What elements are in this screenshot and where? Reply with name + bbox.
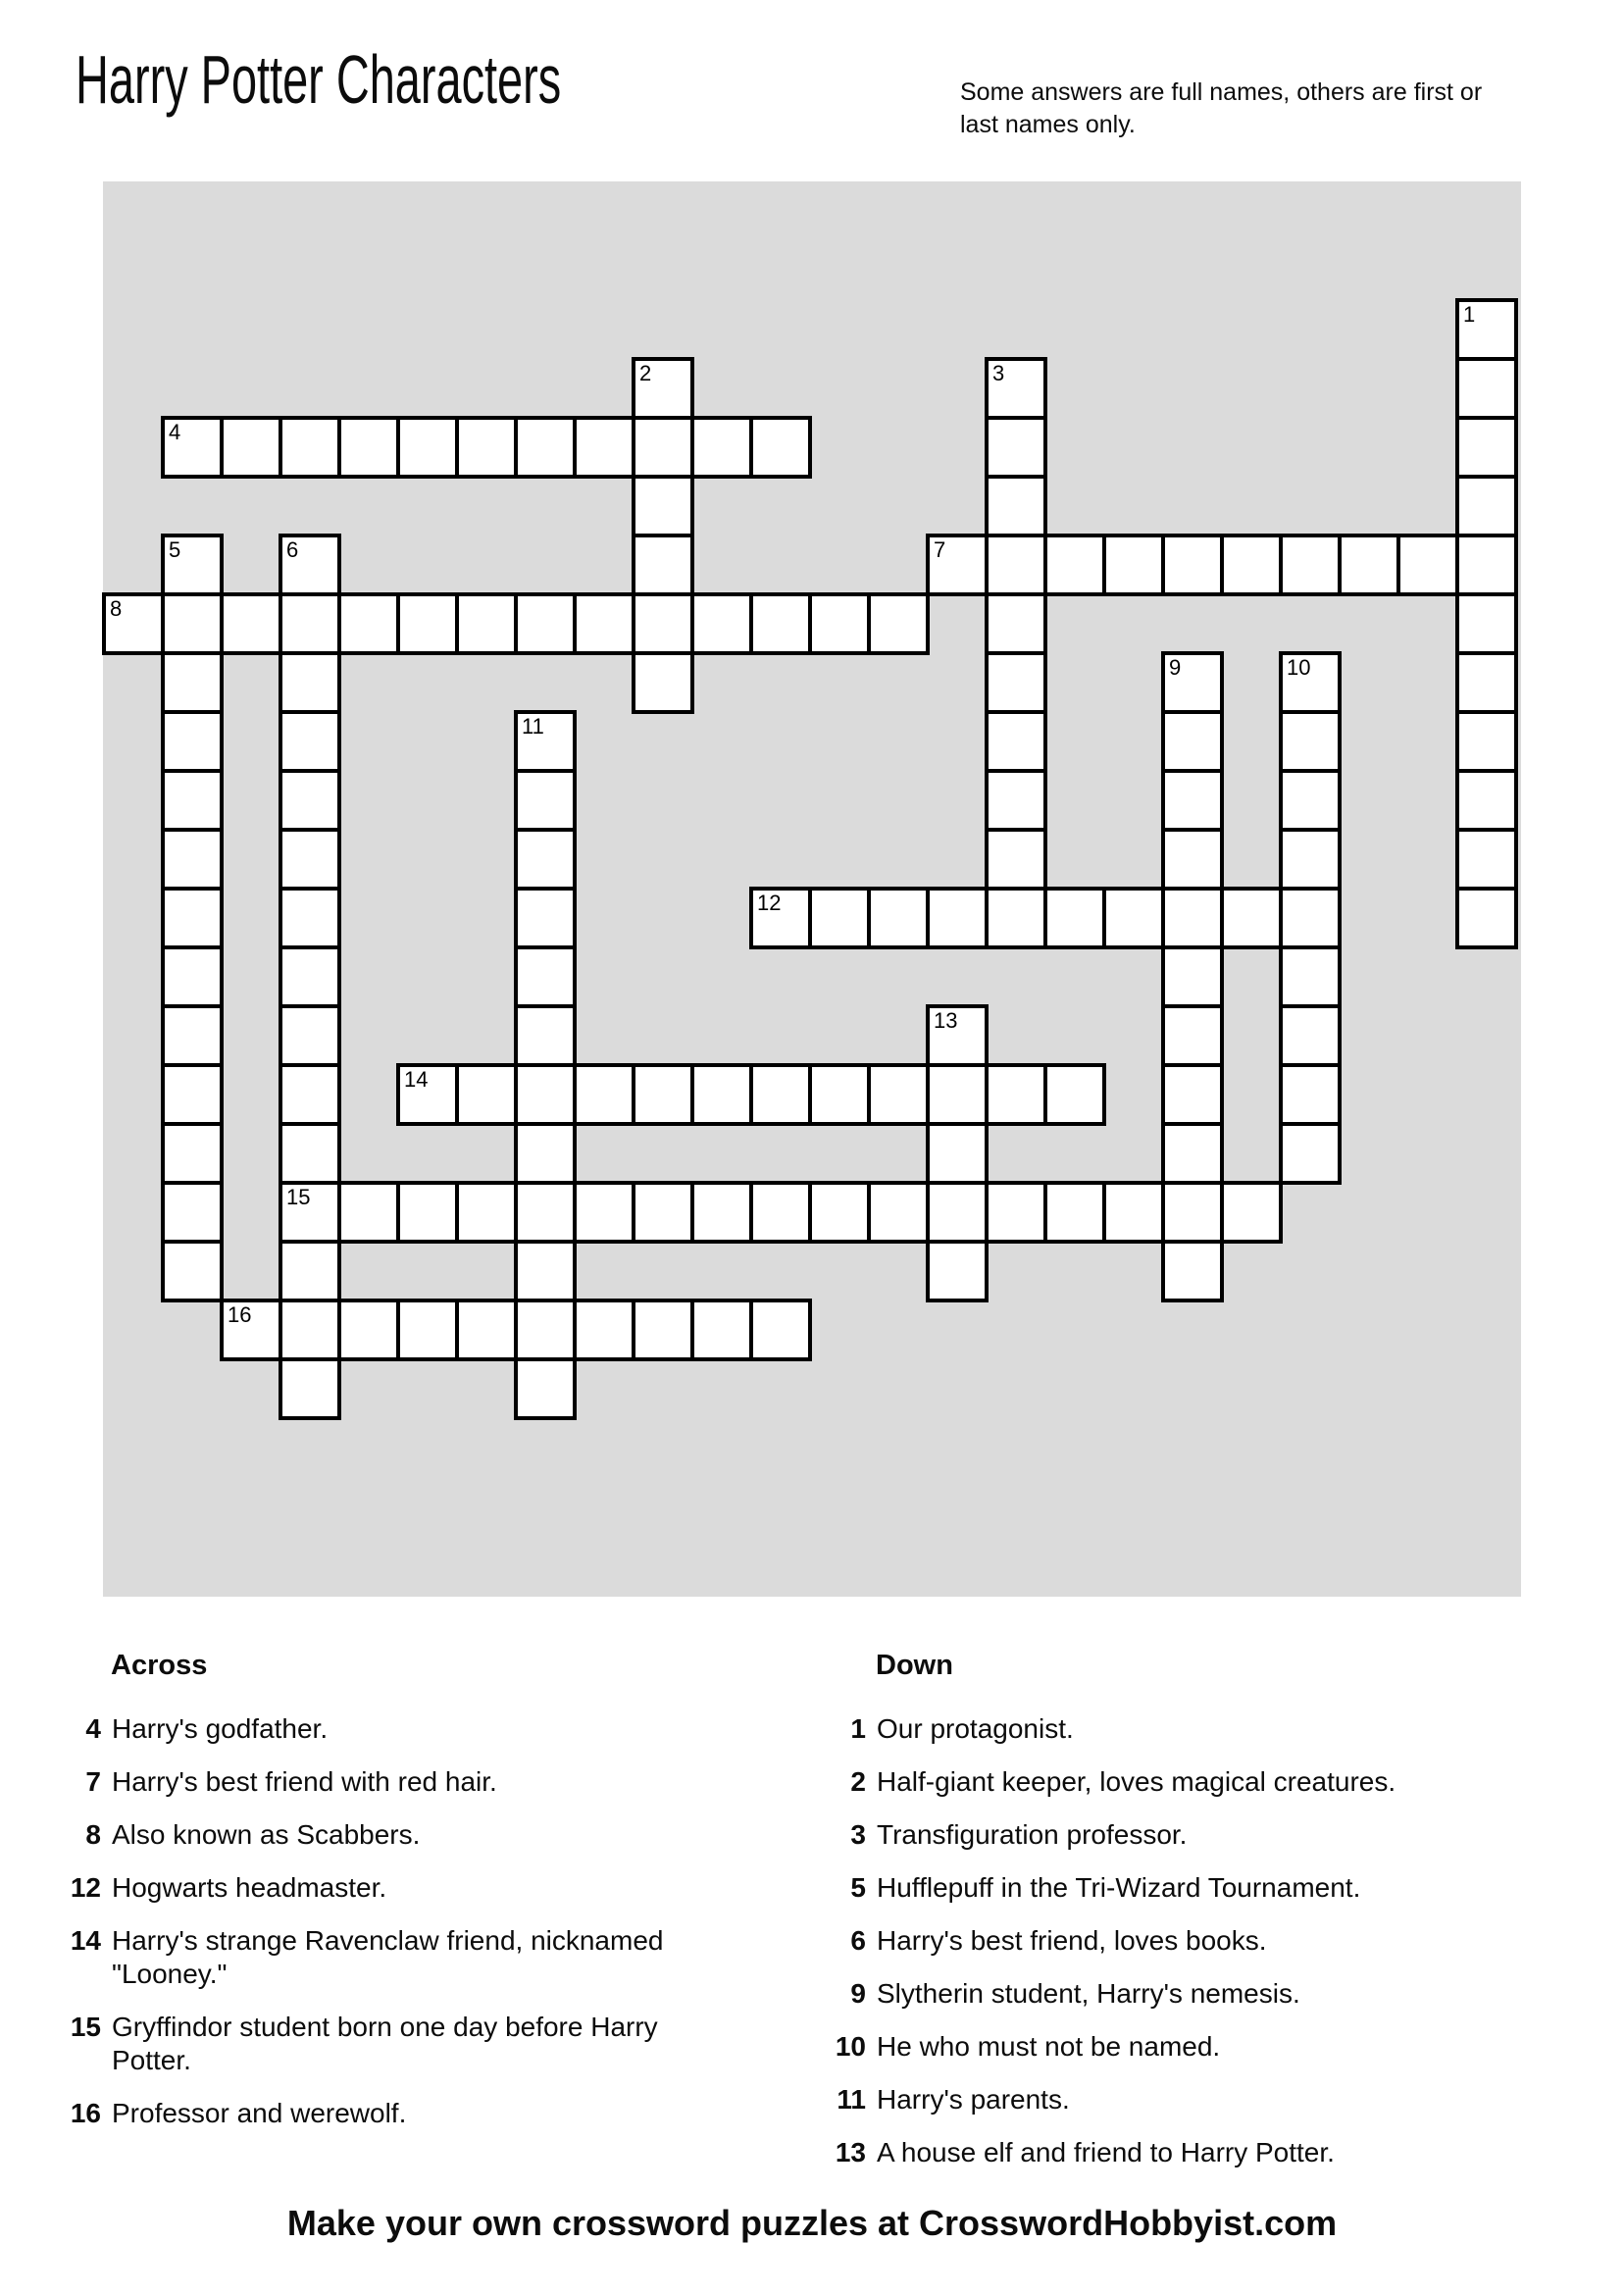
- grid-cell[interactable]: [1279, 1063, 1342, 1126]
- grid-cell[interactable]: [514, 1004, 577, 1067]
- grid-cell[interactable]: [1161, 1004, 1224, 1067]
- grid-cell[interactable]: [926, 1122, 989, 1185]
- grid-cell[interactable]: [161, 1004, 224, 1067]
- clue-text: Our protagonist.: [877, 1713, 1074, 1744]
- grid-cell[interactable]: [1279, 1004, 1342, 1067]
- grid-cell[interactable]: [985, 592, 1047, 655]
- clue-text: He who must not be named.: [877, 2031, 1221, 2062]
- cell-number: 6: [286, 537, 299, 562]
- grid-cell[interactable]: [749, 1299, 812, 1361]
- across-clue-list: [59, 1712, 736, 2130]
- grid-cell[interactable]: [1043, 1063, 1106, 1126]
- grid-cell[interactable]: [161, 651, 224, 714]
- grid-cell[interactable]: [279, 828, 341, 891]
- grid-cell[interactable]: [1220, 1181, 1283, 1244]
- grid-cell[interactable]: [455, 1063, 518, 1126]
- grid-cell[interactable]: [279, 887, 341, 949]
- clue-item: [59, 1924, 736, 1991]
- grid-cell[interactable]: [1279, 534, 1342, 596]
- cell-number: 7: [934, 537, 946, 562]
- grid-cell[interactable]: [1161, 1181, 1224, 1244]
- grid-cell[interactable]: [161, 534, 224, 596]
- grid-cell[interactable]: [1161, 1122, 1224, 1185]
- grid-cell[interactable]: [985, 475, 1047, 537]
- grid-cell[interactable]: [867, 1181, 930, 1244]
- grid-cell[interactable]: [514, 769, 577, 832]
- grid-cell[interactable]: [985, 1181, 1047, 1244]
- grid-cell[interactable]: [1161, 887, 1224, 949]
- grid-cell[interactable]: [1043, 887, 1106, 949]
- clue-number: 12: [70, 1872, 101, 1903]
- grid-cell[interactable]: [1102, 887, 1165, 949]
- grid-cell[interactable]: [1338, 534, 1400, 596]
- grid-cell[interactable]: [690, 416, 753, 479]
- grid-cell[interactable]: [1220, 534, 1283, 596]
- clue-number: 9: [850, 1978, 866, 2009]
- cell-number: 9: [1169, 655, 1182, 680]
- grid-cell[interactable]: [161, 1181, 224, 1244]
- grid-cell[interactable]: [985, 357, 1047, 420]
- clue-number: 3: [850, 1819, 866, 1850]
- clue-item: [824, 2030, 1510, 2064]
- grid-cell[interactable]: [867, 1063, 930, 1126]
- grid-cell[interactable]: [102, 592, 165, 655]
- grid-cell[interactable]: [632, 1063, 694, 1126]
- grid-cell[interactable]: [1279, 769, 1342, 832]
- grid-cell[interactable]: [690, 1063, 753, 1126]
- clue-text: Also known as Scabbers.: [112, 1819, 421, 1850]
- grid-cell[interactable]: [279, 1063, 341, 1126]
- grid-cell[interactable]: [1161, 1063, 1224, 1126]
- grid-cell[interactable]: [279, 534, 341, 596]
- grid-cell[interactable]: [867, 887, 930, 949]
- grid-cell[interactable]: [749, 1181, 812, 1244]
- grid-cell[interactable]: [1279, 887, 1342, 949]
- grid-cell[interactable]: [279, 769, 341, 832]
- clue-item: [824, 1924, 1510, 1958]
- cell-number: 11: [522, 714, 544, 739]
- grid-cell[interactable]: [279, 710, 341, 773]
- grid-cell[interactable]: [161, 769, 224, 832]
- clue-item: [59, 1818, 736, 1852]
- grid-cell[interactable]: [1043, 1181, 1106, 1244]
- clue-number: 13: [835, 2137, 866, 2167]
- grid-cell[interactable]: [690, 592, 753, 655]
- clue-number: 14: [70, 1925, 101, 1956]
- grid-cell[interactable]: [926, 1063, 989, 1126]
- cell-number: 2: [639, 361, 652, 385]
- clue-item: [824, 1765, 1510, 1799]
- grid-cell[interactable]: [396, 1299, 459, 1361]
- grid-cell[interactable]: [926, 1004, 989, 1067]
- grid-cell[interactable]: [749, 592, 812, 655]
- grid-cell[interactable]: [573, 1181, 635, 1244]
- grid-cell[interactable]: [279, 1181, 341, 1244]
- grid-cell[interactable]: [1161, 769, 1224, 832]
- grid-cell[interactable]: [396, 1181, 459, 1244]
- grid-cell[interactable]: [808, 1181, 871, 1244]
- cell-number: 12: [757, 891, 782, 915]
- clue-text: Transfiguration professor.: [877, 1819, 1188, 1850]
- grid-cell[interactable]: [632, 1181, 694, 1244]
- grid-cell[interactable]: [690, 1299, 753, 1361]
- grid-cell[interactable]: [161, 1122, 224, 1185]
- grid-cell[interactable]: [455, 1299, 518, 1361]
- grid-cell[interactable]: [455, 416, 518, 479]
- cell-number: 8: [110, 596, 123, 621]
- grid-cell[interactable]: [632, 1299, 694, 1361]
- grid-cell[interactable]: [337, 1299, 400, 1361]
- grid-cell[interactable]: [1279, 828, 1342, 891]
- grid-cell[interactable]: [1161, 651, 1224, 714]
- crossword-panel: [103, 181, 1521, 1597]
- grid-cell[interactable]: [632, 592, 694, 655]
- grid-cell[interactable]: [161, 887, 224, 949]
- grid-cell[interactable]: [1220, 887, 1283, 949]
- grid-cell[interactable]: [632, 475, 694, 537]
- grid-cell[interactable]: [161, 710, 224, 773]
- grid-cell[interactable]: [220, 416, 282, 479]
- grid-cell[interactable]: [1455, 298, 1518, 361]
- clue-text: A house elf and friend to Harry Potter.: [877, 2137, 1335, 2167]
- grid-cell[interactable]: [1279, 945, 1342, 1008]
- grid-cell[interactable]: [161, 1240, 224, 1302]
- grid-cell[interactable]: [926, 534, 989, 596]
- grid-cell[interactable]: [514, 887, 577, 949]
- grid-cell[interactable]: [1455, 828, 1518, 891]
- clue-item: [59, 2097, 736, 2130]
- grid-cell[interactable]: [514, 1240, 577, 1302]
- grid-cell[interactable]: [1102, 534, 1165, 596]
- cell-number: 4: [169, 420, 181, 444]
- clue-number: 11: [837, 2084, 866, 2115]
- grid-cell[interactable]: [690, 1181, 753, 1244]
- cell-number: 13: [934, 1008, 958, 1033]
- clue-text: Half-giant keeper, loves magical creatures.: [877, 1766, 1396, 1797]
- grid-cell[interactable]: [1161, 945, 1224, 1008]
- clue-text: Harry's best friend, loves books.: [877, 1925, 1267, 1956]
- clue-text: Harry's strange Ravenclaw friend, nicknamed "Looney.": [112, 1925, 664, 1989]
- grid-cell[interactable]: [455, 1181, 518, 1244]
- grid-cell[interactable]: [161, 945, 224, 1008]
- grid-cell[interactable]: [161, 828, 224, 891]
- footer-text: Make your own crossword puzzles at CrosswordHobbyist.com: [286, 2203, 1338, 2243]
- grid-cell[interactable]: [279, 945, 341, 1008]
- across-header: Across: [111, 1650, 208, 1681]
- grid-cell[interactable]: [514, 416, 577, 479]
- grid-cell[interactable]: [808, 1063, 871, 1126]
- clue-item: [59, 1712, 736, 1746]
- grid-cell[interactable]: [1455, 651, 1518, 714]
- page-subtitle: Some answers are full names, others are first or last names only.: [960, 78, 1483, 138]
- grid-cell[interactable]: [1161, 828, 1224, 891]
- clue-text: Hogwarts headmaster.: [112, 1872, 387, 1903]
- clue-text: Harry's parents.: [877, 2084, 1070, 2115]
- clue-item: [824, 2083, 1510, 2116]
- clue-text: Gryffindor student born one day before Harry Potter.: [112, 2012, 658, 2075]
- clue-item: [59, 1871, 736, 1905]
- grid-cell[interactable]: [985, 416, 1047, 479]
- grid-cell[interactable]: [632, 651, 694, 714]
- grid-cell[interactable]: [749, 416, 812, 479]
- grid-cell[interactable]: [161, 416, 224, 479]
- grid-cell[interactable]: [985, 534, 1047, 596]
- grid-cell[interactable]: [926, 1181, 989, 1244]
- cell-number: 3: [992, 361, 1005, 385]
- cell-number: 1: [1463, 302, 1476, 327]
- grid-cell[interactable]: [926, 1240, 989, 1302]
- clue-number: 10: [835, 2031, 866, 2062]
- grid-cell[interactable]: [220, 1299, 282, 1361]
- grid-cell[interactable]: [514, 1181, 577, 1244]
- grid-cell[interactable]: [1455, 416, 1518, 479]
- clue-item: [824, 1871, 1510, 1905]
- grid-cell[interactable]: [1279, 651, 1342, 714]
- grid-cell[interactable]: [632, 534, 694, 596]
- clue-number: 2: [850, 1766, 866, 1797]
- grid-cell[interactable]: [867, 592, 930, 655]
- grid-cell[interactable]: [1161, 710, 1224, 773]
- page-title: Harry Potter Characters: [76, 41, 562, 118]
- cell-number: 16: [228, 1302, 252, 1327]
- grid-cell[interactable]: [279, 592, 341, 655]
- cell-number: 15: [286, 1185, 311, 1209]
- clue-number: 1: [850, 1713, 866, 1744]
- grid-cell[interactable]: [632, 416, 694, 479]
- grid-cell[interactable]: [279, 1357, 341, 1420]
- grid-cell[interactable]: [1279, 710, 1342, 773]
- grid-cell[interactable]: [396, 416, 459, 479]
- grid-cell[interactable]: [514, 945, 577, 1008]
- grid-cell[interactable]: [1455, 357, 1518, 420]
- grid-cell[interactable]: [161, 592, 224, 655]
- clue-text: Slytherin student, Harry's nemesis.: [877, 1978, 1300, 2009]
- grid-cell[interactable]: [1161, 1240, 1224, 1302]
- grid-cell[interactable]: [337, 416, 400, 479]
- clue-number: 16: [70, 2098, 101, 2128]
- grid-cell[interactable]: [514, 1122, 577, 1185]
- cell-number: 5: [169, 537, 181, 562]
- clue-item: [824, 1977, 1510, 2011]
- grid-cell[interactable]: [985, 710, 1047, 773]
- grid-cell[interactable]: [279, 1299, 341, 1361]
- clue-number: 4: [85, 1713, 101, 1744]
- clue-number: 15: [70, 2012, 101, 2042]
- grid-cell[interactable]: [279, 1004, 341, 1067]
- grid-cell[interactable]: [396, 1063, 459, 1126]
- clue-number: 7: [85, 1766, 101, 1797]
- grid-cell[interactable]: [455, 592, 518, 655]
- down-clue-list: [824, 1712, 1510, 2169]
- clue-text: Professor and werewolf.: [112, 2098, 407, 2128]
- grid-cell[interactable]: [220, 592, 282, 655]
- grid-cell[interactable]: [1396, 534, 1459, 596]
- grid-cell[interactable]: [514, 828, 577, 891]
- grid-cell[interactable]: [985, 769, 1047, 832]
- clue-text: Harry's best friend with red hair.: [112, 1766, 497, 1797]
- grid-cell[interactable]: [1455, 887, 1518, 949]
- clue-item: [59, 2011, 736, 2077]
- grid-cell[interactable]: [1455, 592, 1518, 655]
- grid-cell[interactable]: [1102, 1181, 1165, 1244]
- grid-cell[interactable]: [573, 1063, 635, 1126]
- grid-cell[interactable]: [1455, 769, 1518, 832]
- grid-cell[interactable]: [1161, 534, 1224, 596]
- grid-cell[interactable]: [985, 828, 1047, 891]
- grid-cell[interactable]: [573, 1299, 635, 1361]
- grid-cell[interactable]: [514, 1299, 577, 1361]
- clue-item: [824, 1712, 1510, 1746]
- grid-cell[interactable]: [1455, 710, 1518, 773]
- clue-text: Hufflepuff in the Tri-Wizard Tournament.: [877, 1872, 1361, 1903]
- clue-item: [59, 1765, 736, 1799]
- clue-text: Harry's godfather.: [112, 1713, 329, 1744]
- cell-number: 14: [404, 1067, 429, 1092]
- clue-item: [824, 2136, 1510, 2169]
- grid-cell[interactable]: [337, 1181, 400, 1244]
- grid-cell[interactable]: [808, 592, 871, 655]
- grid-cell[interactable]: [985, 887, 1047, 949]
- grid-cell[interactable]: [279, 651, 341, 714]
- clue-number: 8: [85, 1819, 101, 1850]
- grid-cell[interactable]: [396, 592, 459, 655]
- grid-cell[interactable]: [279, 1122, 341, 1185]
- cell-number: 10: [1287, 655, 1311, 680]
- grid-cell[interactable]: [514, 592, 577, 655]
- grid-cell[interactable]: [749, 1063, 812, 1126]
- down-clues-section: [824, 1650, 1510, 2189]
- clue-number: 6: [850, 1925, 866, 1956]
- grid-cell[interactable]: [279, 416, 341, 479]
- grid-cell[interactable]: [1455, 475, 1518, 537]
- grid-cell[interactable]: [926, 887, 989, 949]
- grid-cell[interactable]: [749, 887, 812, 949]
- grid-cell[interactable]: [985, 1063, 1047, 1126]
- across-clues-section: [59, 1650, 736, 2150]
- grid-cell[interactable]: [514, 1063, 577, 1126]
- grid-cell[interactable]: [573, 416, 635, 479]
- grid-cell[interactable]: [1279, 1122, 1342, 1185]
- grid-cell[interactable]: [161, 1063, 224, 1126]
- grid-cell[interactable]: [1043, 534, 1106, 596]
- down-header: Down: [876, 1650, 953, 1681]
- grid-cell[interactable]: [514, 1357, 577, 1420]
- grid-cell[interactable]: [337, 592, 400, 655]
- grid-cell[interactable]: [808, 887, 871, 949]
- grid-cell[interactable]: [514, 710, 577, 773]
- grid-cell[interactable]: [632, 357, 694, 420]
- grid-cell[interactable]: [985, 651, 1047, 714]
- grid-cell[interactable]: [1455, 534, 1518, 596]
- clue-item: [824, 1818, 1510, 1852]
- clue-number: 5: [850, 1872, 866, 1903]
- grid-cell[interactable]: [573, 592, 635, 655]
- grid-cell[interactable]: [279, 1240, 341, 1302]
